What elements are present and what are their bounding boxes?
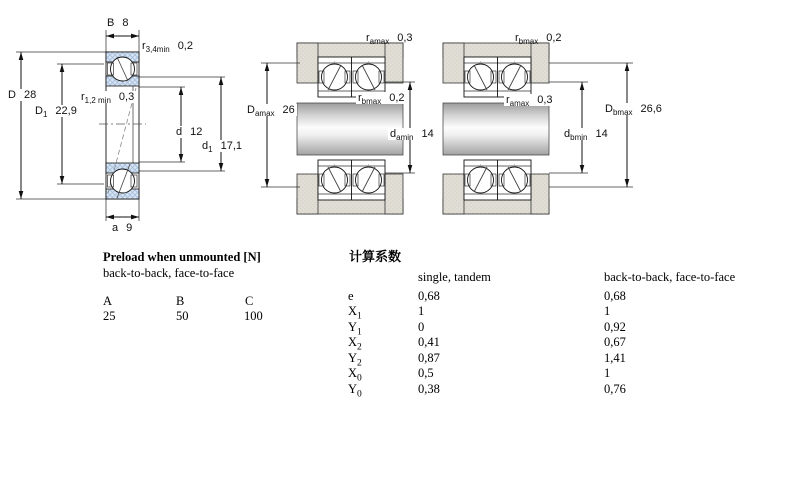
factors-col1-header: single, tandem (418, 270, 491, 284)
factor-value-single: 0,87 (418, 351, 440, 365)
dim-label-r34min: $r_{3,4min}$ 0,2 (142, 40, 193, 55)
dim-label-d1: $d_1$ 17,1 (202, 140, 242, 155)
factor-row-label: $X_2$ (348, 335, 362, 353)
factor-value-btb: 0,67 (604, 335, 626, 349)
factor-row-label: $Y_0$ (348, 382, 362, 400)
factor-row-label: $Y_2$ (348, 351, 362, 369)
dim-label-r12min: $r_{1,2 min}$ 0,3 (81, 91, 135, 106)
dim-label-D: D 28 (8, 89, 37, 101)
dim-label-Damax: $D_{amax}$ 26 (247, 104, 295, 119)
preload-col-header-B: B (176, 294, 185, 308)
preload-value-C: 100 (244, 309, 263, 323)
factor-value-btb: 0,92 (604, 320, 626, 334)
dim-label-dbmin: $d_{bmin}$ 14 (564, 128, 608, 143)
factor-row-label: $X_0$ (348, 366, 362, 384)
dim-label-damin: $d_{amin}$ 14 (390, 128, 434, 143)
factors-table-title: 计算系数 (349, 249, 402, 264)
factor-value-btb: 1,41 (604, 351, 626, 365)
factor-row-label: $Y_1$ (348, 320, 362, 338)
factors-col2-header: back-to-back, face-to-face (604, 270, 736, 284)
preload-value-A: 25 (103, 309, 116, 323)
factor-row-label: $X_1$ (348, 304, 362, 322)
dim-label-ramax-right: $r_{amax}$ 0,3 (506, 94, 553, 109)
preload-table-title: Preload when unmounted [N] (103, 250, 261, 264)
factor-value-single: 0,5 (418, 366, 434, 380)
shaft-section (443, 103, 549, 155)
factor-value-btb: 1 (604, 366, 611, 380)
factor-value-single: 0 (418, 320, 425, 334)
preload-table-subtitle: back-to-back, face-to-face (103, 266, 235, 280)
factor-value-single: 0,41 (418, 335, 440, 349)
dim-label-rbmax-mid: $r_{bmax}$ 0,2 (358, 92, 405, 107)
factor-row-label: e (348, 289, 354, 303)
dim-label-D1: $D_1$ 22,9 (35, 105, 77, 120)
dim-label-a: a 9 (112, 222, 133, 234)
factor-value-single: 0,68 (418, 289, 440, 303)
factor-value-btb: 0,76 (604, 382, 626, 396)
preload-col-header-A: A (103, 294, 113, 308)
dim-label-Dbmax: $D_{bmax}$ 26,6 (605, 103, 662, 118)
dim-label-ramax-mid: $r_{amax}$ 0,3 (366, 32, 413, 47)
dim-label-d: d 12 (176, 126, 203, 138)
factor-value-single: 1 (418, 304, 425, 318)
preload-value-B: 50 (176, 309, 189, 323)
dim-label-rbmax-right: $r_{bmax}$ 0,2 (515, 32, 562, 47)
dim-label-B: B 8 (107, 17, 129, 29)
factor-value-btb: 1 (604, 304, 611, 318)
factor-value-btb: 0,68 (604, 289, 626, 303)
factor-value-single: 0,38 (418, 382, 440, 396)
preload-col-header-C: C (245, 294, 254, 308)
